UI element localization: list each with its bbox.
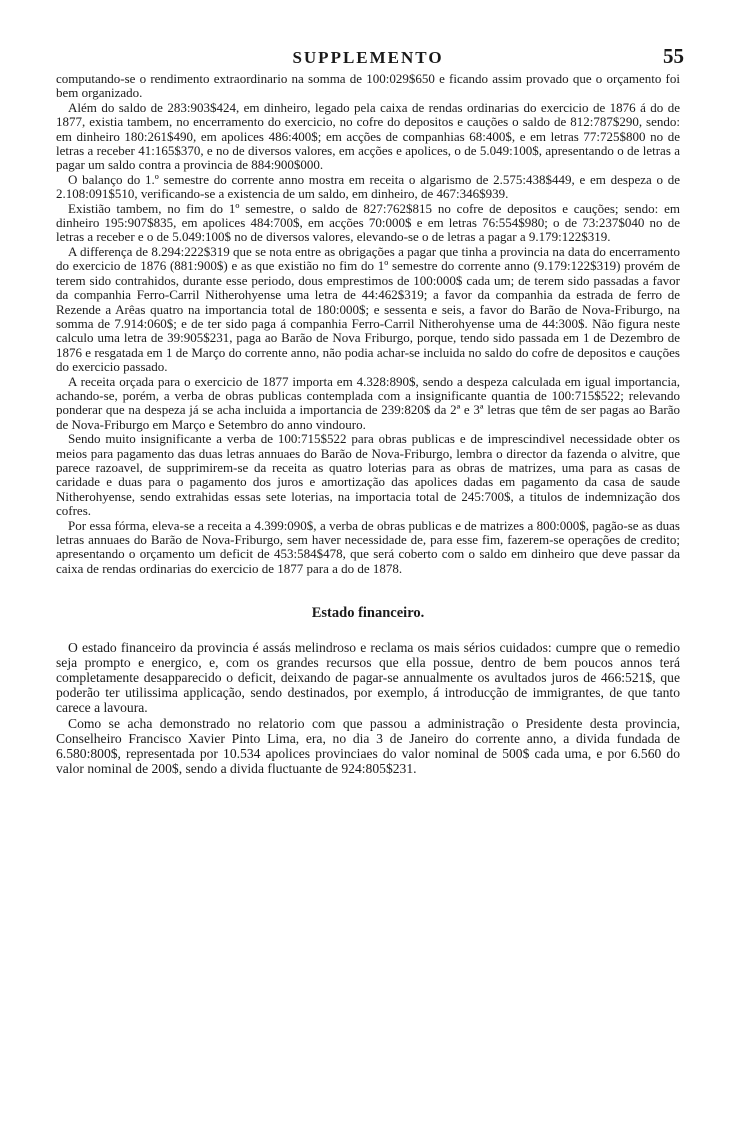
paragraph: Existião tambem, no fim do 1º semestre, o saldo de 827:762$815 no cofre de depositos e cauções; sendo: em dinheiro 195:907$835, em apolices 484:700$, em acções 70:000$ e em letras 76:554$980; o de 73:237$040 no de letras a receber e o de 5.049:100$ no de diversos valores, elevando-se o de letras a pagar a 9.179:122$319. [56,200,680,245]
section-budget [56,72,680,576]
section-heading: Estado financeiro. [311,605,425,622]
paragraph: O balanço do 1.º semestre do corrente anno mostra em receita o algarismo de 2.575:438$449, e em despeza o de 2.108:091$510, verificando-se a existencia de um saldo, em dinheiro, de 467:346$939. [56,171,680,202]
page-header [0,40,736,70]
paragraph: Sendo muito insignificante a verba de 100:715$522 para obras publicas e de imprescindivel necessidade obter os meios para pagamento das duas letras annuaes do Barão de Nova-Friburgo, lembra o director da fazenda o alvitre, que parece razoavel, de supprimirem-se da receita as quatro loterias para as obras de matrizes, uma para as casas de caridade e duas para o pagamento dos juros e amortização das apolices dadas em pagamento da casa de saude Nitherohyense, sendo extrahidas essas sete loterias, na importacia total de 245:700$, a titulos de indemnização dos cofres. [56,431,680,519]
paragraph: computando-se o rendimento extraordinario na somma de 100:029$650 e ficando assim provado que o orçamento foi bem organizado. [56,71,680,101]
paragraph: A receita orçada para o exercicio de 1877 importa em 4.328:890$, sendo a despeza calculada em igual importancia, achando-se, porém, a verba de obras publicas contemplada com a insignificante quantia de 100:715$522; relevando ponderar que na despeza já se acha incluida a importancia de 239:820$ da 2ª e 3ª letras que têm de ser pagas ao Barão de Nova-Friburgo em Março e Setembro do anno vindouro. [56,373,680,432]
running-title: SUPPLEMENTO [292,48,444,67]
body-text [56,72,680,776]
paragraph: Por essa fórma, eleva-se a receita a 4.399:090$, a verba de obras publicas e de matrizes a 800:000$, pagão-se as duas letras annuaes do Barão de Nova-Friburgo, sem haver necessidade de, para esse fim, fazerem-se operações de credito; apresentando o orçamento um deficit de 453:584$478, que será coberto com o saldo em dinheiro que deve passar da caixa de rendas ordinarias do exercicio de 1877 para a do de 1878. [56,517,680,576]
section-financial-state [56,640,680,777]
page-number: 55 [663,44,684,68]
paragraph: A differença de 8.294:222$319 que se nota entre as obrigações a pagar que tinha a provincia na data do encerramento do exercicio de 1876 (881:900$) e as que existião no fim do 1º semestre do corrente anno (9.179:122$319) provém de terem sido contrahidos, durante esse periodo, dous emprestimos de 100:000$ cada um; de terem sido passadas a favor da companhia Ferro-Carril Nitherohyense uma letra de 44:462$319; a favor da companhia da estrada de ferro de Rezende a Arêas quatro na importancia total de 180:000$; e sessenta e seis, a favor do Barão de Nova-Friburgo, na somma de 7.914:060$; e de ter sido paga á companhia Ferro-Carril Nitherohyense uma de 44:300$. Não figura neste calculo uma letra de 39:905$231, paga ao Barão de Nova Friburgo, porque, tendo sido passada em 1 de Dezembro de 1876 e resgatada em 1 de Março do corrente anno, não podia achar-se incluida no saldo do cofre de depositos e cauções do exercicio passado. [56,243,680,375]
paragraph: Como se acha demonstrado no relatorio com que passou a administração o Presidente desta provincia, Conselheiro Francisco Xavier Pinto Lima, era, no dia 3 de Janeiro do corrente anno, a divida fundada de 6.580:800$, representada por 10.534 apolices provinciaes do valor nominal de 500$ cada uma, e por 6.560 do valor nominal de 200$, sendo a divida fluctuante de 924:805$231. [56,715,680,777]
paragraph: Além do saldo de 283:903$424, em dinheiro, legado pela caixa de rendas ordinarias do exercicio de 1876 á do de 1877, existia tambem, no encerramento do exercicio, no cofre do depositos e cauções o saldo de 812:787$290, sendo: em dinheiro 180:261$490, em apolices 486:400$; em acções de companhias 68:400$, e em letras 77:725$800 no de letras a receber 41:165$370, e no de diversos valores, em acções e apolices, o de 5.049:100$, apresentando o de letras a pagar um saldo contra a provincia de 884:900$000. [56,99,680,173]
paragraph: O estado financeiro da provincia é assás melindroso e reclama os mais sérios cuidados: cumpre que o remedio seja prompto e energico, e, com os grandes recursos que ella possue, dentro de bem poucos annos terá completamente desapparecido o deficit, deixando de pagar-se annualmente os avultados juros de 466:521$, que poderão ter utilissima applicação, sendo destinados, por exemplo, á introducção de immigrantes, de que tanto carece a lavoura. [56,639,680,716]
